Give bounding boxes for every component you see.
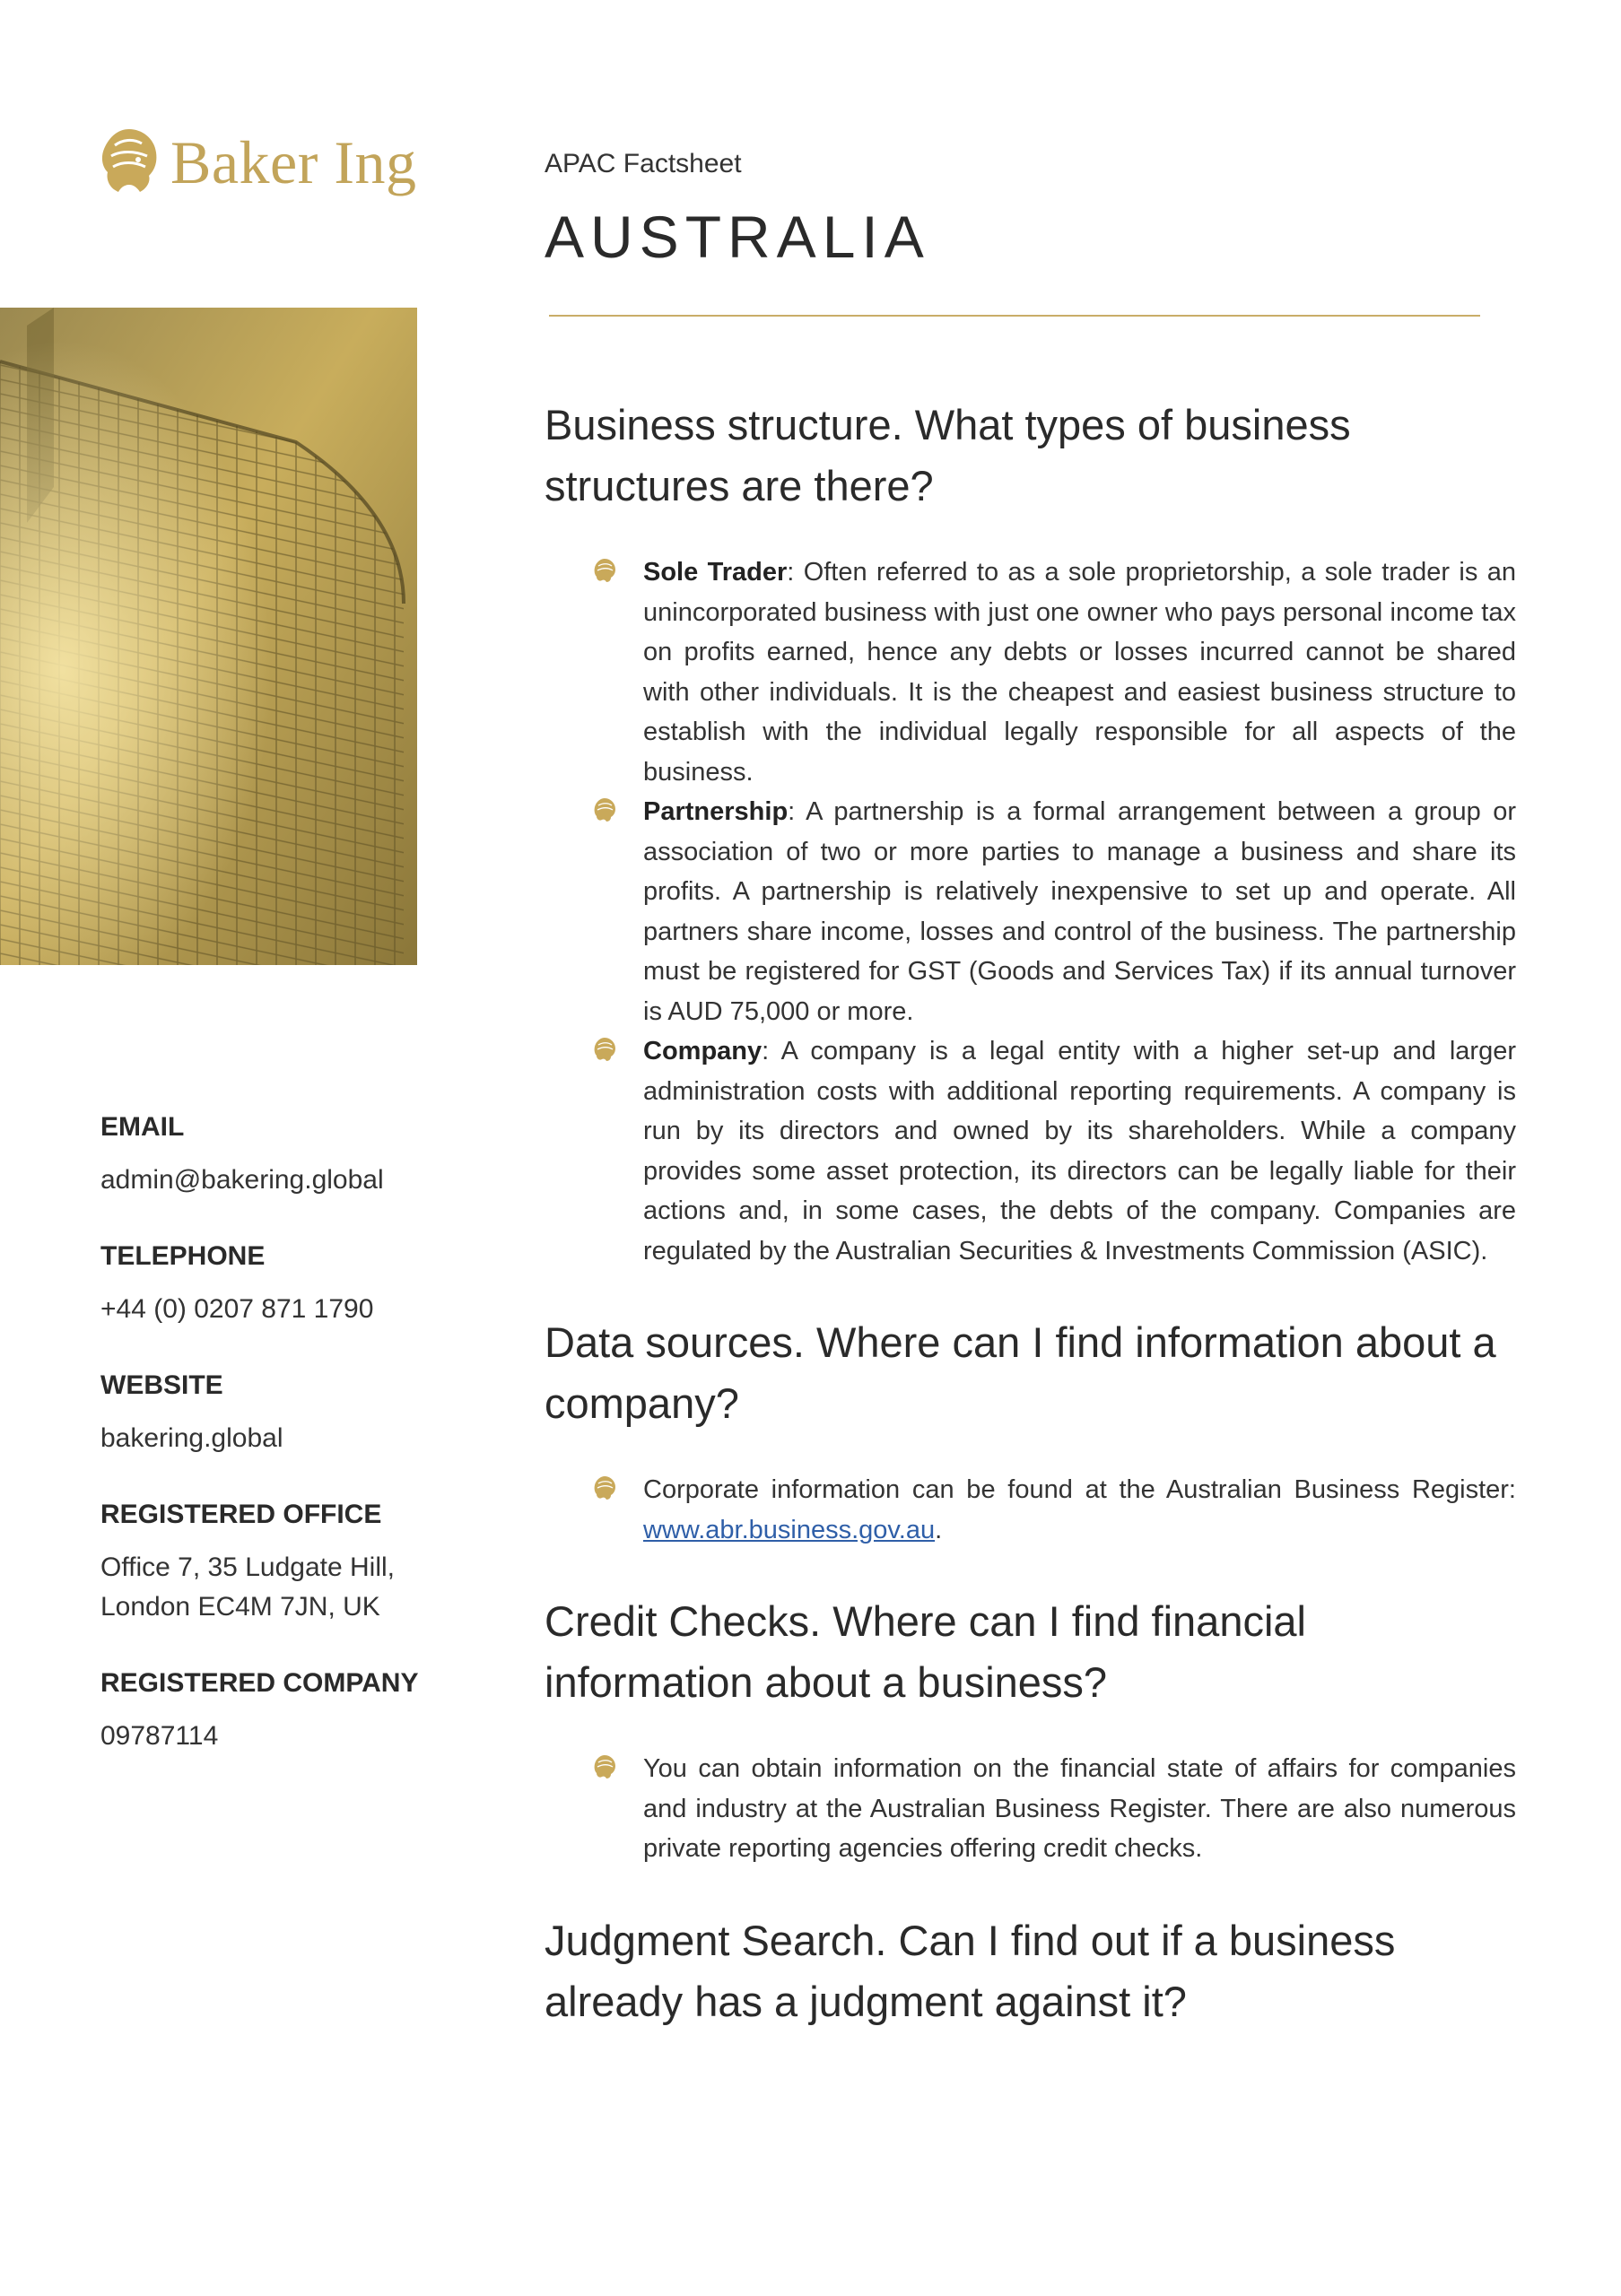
contact-telephone [100, 1241, 423, 1329]
contact-details [100, 1112, 423, 1797]
bullet-list [545, 1749, 1516, 1869]
contact-email [100, 1112, 423, 1200]
contact-label: REGISTERED COMPANY [100, 1668, 419, 1698]
page-subtitle: APAC Factsheet [545, 149, 742, 178]
item-text: : A partnership is a formal arrangement between a group or association of two or more parties to manage a business and share its profits. A partnership is relatively inexpensive to set up and operate. All partners share income, losses and control of the business. The partnership must be registered for GST (Goods and Services Tax) if its annual turnover is AUD 75,000 or more. [643, 797, 1516, 1026]
registered-company-value: 09787114 [100, 1721, 219, 1751]
email-value[interactable]: admin@bakering.global [100, 1165, 384, 1195]
section-heading: Business structure. What types of business structures are there? [545, 401, 1351, 509]
lion-bullet-icon [593, 797, 616, 822]
website-value[interactable]: bakering.global [100, 1423, 283, 1453]
list-item [643, 1031, 1516, 1271]
contact-registered-company [100, 1668, 423, 1756]
list-item [643, 552, 1516, 792]
brand-logo [97, 126, 417, 200]
page-title: AUSTRALIA [545, 204, 930, 270]
item-text: You can obtain information on the financial state of affairs for companies and industry at the Australian Business Register. There are also numerous private reporting agencies offering credit checks. [643, 1754, 1516, 1863]
list-item [643, 1470, 1516, 1550]
section-heading: Judgment Search. Can I find out if a business already has a judgment against it? [545, 1916, 1396, 2025]
contact-label: REGISTERED OFFICE [100, 1500, 382, 1529]
item-text: : Often referred to as a sole proprietorship, a sole trader is an unincorporated business with just one owner who pays personal income tax on profits earned, hence any debts or losses incurred cannot be shared with other individuals. It is the cheapest and easiest business structure to establish with the individual legally responsible for all aspects of the business. [643, 558, 1516, 787]
building-photo [0, 308, 417, 965]
contact-label: EMAIL [100, 1112, 185, 1142]
contact-registered-office [100, 1500, 423, 1627]
term: Partnership [643, 797, 789, 826]
contact-label: TELEPHONE [100, 1241, 266, 1271]
registered-office-value: Office 7, 35 Ludgate Hill, London EC4M 7JN, UK [100, 1552, 395, 1622]
telephone-value: +44 (0) 0207 871 1790 [100, 1294, 374, 1324]
bullet-list [545, 552, 1516, 1271]
brand-name: Baker Ing [170, 128, 417, 196]
lion-bullet-icon [593, 1754, 616, 1779]
section-business-structure [545, 395, 1516, 1271]
lion-head-icon [97, 126, 161, 200]
lion-bullet-icon [593, 1037, 616, 1062]
lion-bullet-icon [593, 558, 616, 583]
abr-link[interactable]: www.abr.business.gov.au [643, 1515, 936, 1544]
contact-website [100, 1370, 423, 1458]
term: Company [643, 1037, 763, 1065]
list-item [643, 1749, 1516, 1869]
item-text: Corporate information can be found at the Australian Business Register: [643, 1475, 1516, 1504]
main-content [545, 395, 1516, 2074]
section-data-sources [545, 1312, 1516, 1550]
divider [549, 315, 1480, 317]
section-heading: Credit Checks. Where can I find financial information about a business? [545, 1597, 1306, 1706]
item-text: : A company is a legal entity with a higher set-up and larger administration costs with additional reporting requirements. A company is run by its directors and owned by its shareholders. While a company provides some asset protection, its directors can be legally liable for their actions and, in some cases, the debts of the company. Companies are regulated by the Australian Securities & Investments Commission (ASIC). [643, 1037, 1516, 1265]
section-heading: Data sources. Where can I find information about a company? [545, 1318, 1496, 1427]
lion-bullet-icon [593, 1475, 616, 1500]
section-judgment-search [545, 1910, 1516, 2032]
section-credit-checks [545, 1591, 1516, 1869]
item-suffix: . [935, 1515, 943, 1544]
bullet-list [545, 1470, 1516, 1550]
contact-label: WEBSITE [100, 1370, 223, 1400]
list-item [643, 792, 1516, 1031]
term: Sole Trader [643, 558, 788, 587]
